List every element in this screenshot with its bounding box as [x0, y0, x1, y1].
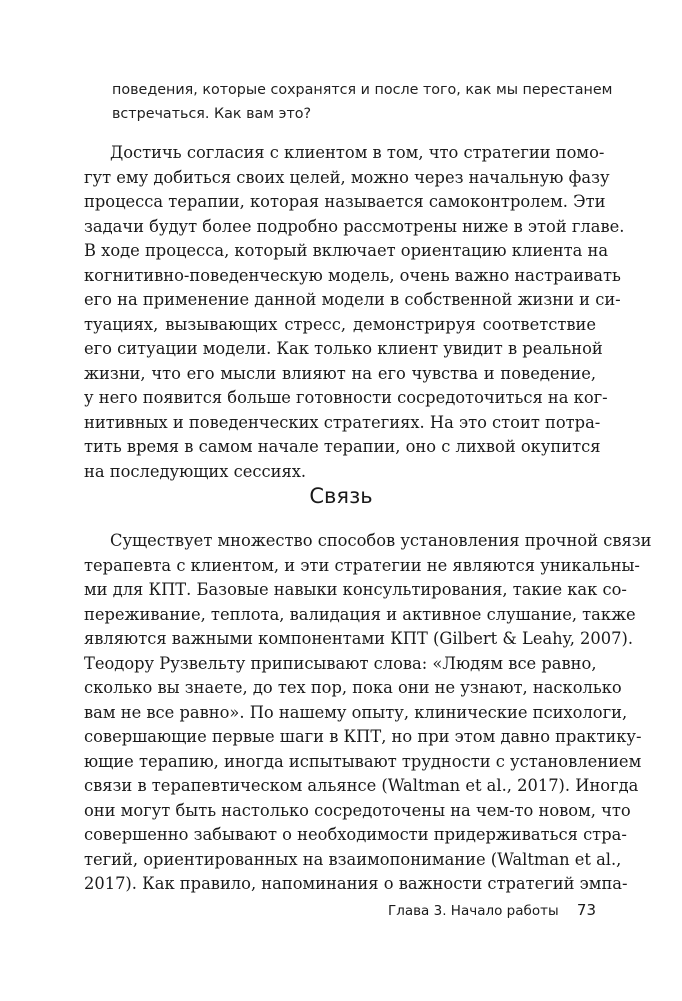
- paragraph-line: процесса терапии, которая называется самоконтролем. Эти: [84, 192, 606, 211]
- paragraph-line: тегий, ориентированных на взаимопонимание (Waltman et al.,: [84, 849, 622, 869]
- paragraph-line: нитивных и поведенческих стратегиях. На это стоит потра-: [84, 412, 601, 432]
- paragraph-rapport: [84, 529, 652, 897]
- paragraph-line: ми для КПТ. Базовые навыки консультирования, такие как со-: [84, 580, 627, 599]
- section-heading: Связь: [309, 484, 373, 508]
- paragraph-self-control: [84, 141, 625, 484]
- paragraph-line: вам не все равно». По нашему опыту, клинические психологи,: [84, 702, 628, 722]
- paragraph-line: жизни, что его мысли влияют на его чувства и поведение,: [84, 363, 596, 383]
- paragraph-line: терапевта с клиентом, и эти стратегии не являются уникальны-: [84, 555, 640, 575]
- paragraph-line: туациях, вызывающих стресс, демонстрируя соответствие: [84, 314, 596, 334]
- paragraph-line: на последующих сессиях.: [84, 461, 307, 481]
- paragraph-line: Достичь согласия с клиентом в том, что стратегии помо-: [110, 143, 605, 162]
- paragraph-line: совершающие первые шаги в КПТ, но при этом давно практику-: [84, 727, 642, 746]
- paragraph-line: у него появится больше готовности сосредоточиться на ког-: [84, 388, 608, 407]
- paragraph-line: его на применение данной модели в собственной жизни и си-: [84, 290, 621, 309]
- paragraph-line: связи в терапевтическом альянсе (Waltman et al., 2017). Иногда: [84, 776, 639, 795]
- paragraph-line: они могут быть настолько сосредоточены на чем-то новом, что: [84, 800, 631, 820]
- paragraph-line: переживание, теплота, валидация и активное слушание, также: [84, 604, 636, 624]
- paragraph-line: В ходе процесса, который включает ориентацию клиента на: [84, 241, 609, 260]
- paragraph-line: ющие терапию, иногда испытывают трудности с установлением: [84, 751, 642, 771]
- paragraph-line: совершенно забывают о необходимости придерживаться стра-: [84, 825, 627, 844]
- paragraph-line: Существует множество способов установления прочной связи: [110, 531, 652, 550]
- dialogue-excerpt: [112, 78, 613, 126]
- dialogue-line: встречаться. Как вам это?: [112, 106, 312, 122]
- paragraph-line: Теодору Рузвельту приписывают слова: «Людям все равно,: [84, 653, 597, 673]
- paragraph-line: тить время в самом начале терапии, оно с лихвой окупится: [84, 437, 601, 456]
- paragraph-line: когнитивно-поведенческую модель, очень важно настраивать: [84, 265, 621, 285]
- paragraph-line: задачи будут более подробно рассмотрены ниже в этой главе.: [84, 216, 625, 236]
- paragraph-line: являются важными компонентами КПТ (Gilbert & Leahy, 2007).: [84, 629, 634, 648]
- page-number: 73: [576, 901, 596, 919]
- paragraph-line: его ситуации модели. Как только клиент увидит в реальной: [84, 339, 603, 358]
- dialogue-line: поведения, которые сохранятся и после того, как мы перестанем: [112, 82, 613, 98]
- running-footer-chapter: Глава 3. Начало работы: [387, 903, 559, 919]
- paragraph-line: гут ему добиться своих целей, можно через начальную фазу: [84, 167, 610, 187]
- paragraph-line: 2017). Как правило, напоминания о важности стратегий эмпа-: [84, 874, 628, 893]
- paragraph-line: сколько вы знаете, до тех пор, пока они не узнают, насколько: [84, 678, 622, 697]
- page-footer: [388, 900, 596, 921]
